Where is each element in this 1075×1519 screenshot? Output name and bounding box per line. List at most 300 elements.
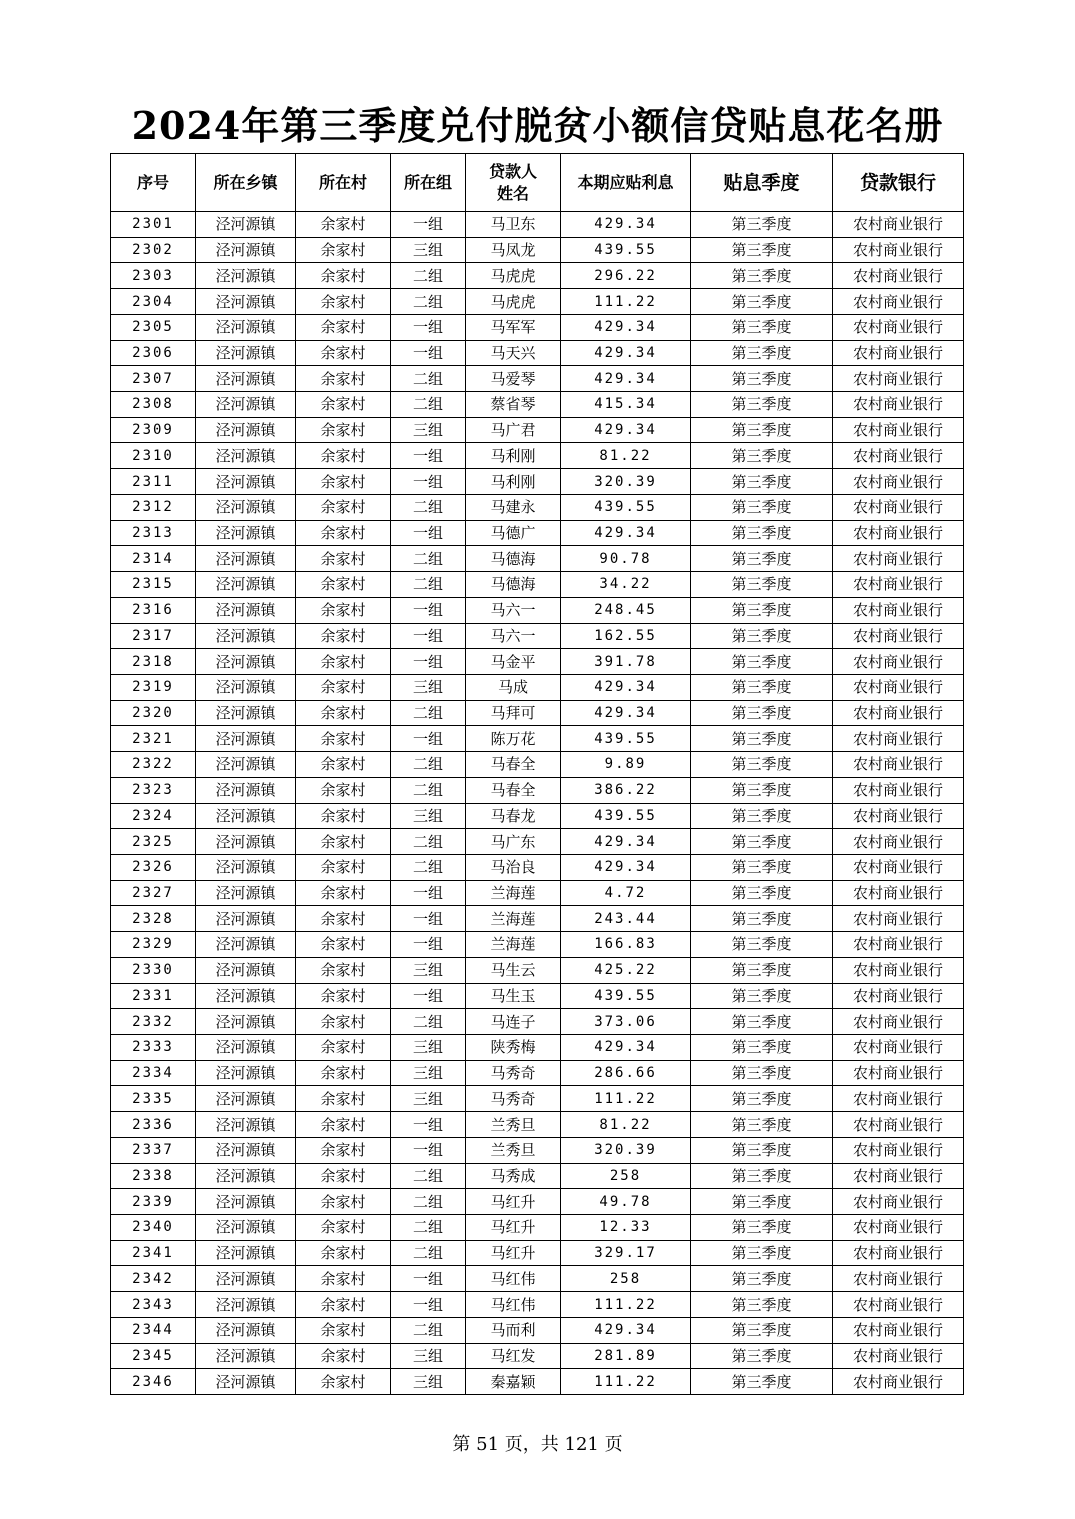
cell-quarter: 第三季度 <box>691 1266 833 1292</box>
cell-bank: 农村商业银行 <box>833 494 964 520</box>
cell-bank: 农村商业银行 <box>833 1215 964 1241</box>
cell-township: 泾河源镇 <box>196 906 296 932</box>
cell-interest: 111.22 <box>561 289 691 315</box>
cell-village: 余家村 <box>296 1266 391 1292</box>
cell-bank: 农村商业银行 <box>833 417 964 443</box>
cell-interest: 439.55 <box>561 726 691 752</box>
cell-borrower-name: 兰海莲 <box>466 906 561 932</box>
header-interest: 本期应贴利息 <box>561 154 691 212</box>
cell-village: 余家村 <box>296 263 391 289</box>
cell-interest: 429.34 <box>561 366 691 392</box>
cell-serial: 2333 <box>111 1035 196 1061</box>
cell-borrower-name: 马红升 <box>466 1215 561 1241</box>
cell-group: 二组 <box>391 700 466 726</box>
cell-interest: 429.34 <box>561 1035 691 1061</box>
cell-village: 余家村 <box>296 443 391 469</box>
cell-interest: 429.34 <box>561 854 691 880</box>
table-row <box>111 906 964 932</box>
cell-quarter: 第三季度 <box>691 1292 833 1318</box>
table-row <box>111 1317 964 1343</box>
cell-serial: 2308 <box>111 392 196 418</box>
cell-village: 余家村 <box>296 957 391 983</box>
cell-township: 泾河源镇 <box>196 1060 296 1086</box>
cell-quarter: 第三季度 <box>691 752 833 778</box>
table-row <box>111 314 964 340</box>
cell-serial: 2301 <box>111 212 196 238</box>
cell-group: 三组 <box>391 1086 466 1112</box>
cell-borrower-name: 马秀奇 <box>466 1060 561 1086</box>
cell-interest: 9.89 <box>561 752 691 778</box>
cell-borrower-name: 马红伟 <box>466 1292 561 1318</box>
cell-interest: 49.78 <box>561 1189 691 1215</box>
cell-borrower-name: 马秀奇 <box>466 1086 561 1112</box>
cell-village: 余家村 <box>296 1163 391 1189</box>
cell-serial: 2332 <box>111 1009 196 1035</box>
cell-serial: 2321 <box>111 726 196 752</box>
cell-bank: 农村商业银行 <box>833 932 964 958</box>
cell-borrower-name: 马虎虎 <box>466 289 561 315</box>
cell-serial: 2316 <box>111 597 196 623</box>
cell-quarter: 第三季度 <box>691 829 833 855</box>
cell-group: 一组 <box>391 597 466 623</box>
cell-township: 泾河源镇 <box>196 1009 296 1035</box>
cell-interest: 4.72 <box>561 880 691 906</box>
cell-quarter: 第三季度 <box>691 469 833 495</box>
cell-serial: 2338 <box>111 1163 196 1189</box>
cell-quarter: 第三季度 <box>691 1189 833 1215</box>
table-row <box>111 1215 964 1241</box>
table-row <box>111 700 964 726</box>
cell-serial: 2314 <box>111 546 196 572</box>
header-borrower-name: 贷款人姓名 <box>466 154 561 212</box>
cell-quarter: 第三季度 <box>691 520 833 546</box>
cell-interest: 286.66 <box>561 1060 691 1086</box>
cell-serial: 2302 <box>111 237 196 263</box>
cell-interest: 391.78 <box>561 649 691 675</box>
table-row <box>111 263 964 289</box>
cell-village: 余家村 <box>296 649 391 675</box>
cell-village: 余家村 <box>296 1369 391 1395</box>
cell-bank: 农村商业银行 <box>833 469 964 495</box>
cell-quarter: 第三季度 <box>691 1240 833 1266</box>
cell-township: 泾河源镇 <box>196 700 296 726</box>
table-row <box>111 546 964 572</box>
cell-village: 余家村 <box>296 314 391 340</box>
cell-borrower-name: 马红发 <box>466 1343 561 1369</box>
cell-quarter: 第三季度 <box>691 957 833 983</box>
table-row <box>111 520 964 546</box>
cell-bank: 农村商业银行 <box>833 1317 964 1343</box>
cell-bank: 农村商业银行 <box>833 597 964 623</box>
cell-quarter: 第三季度 <box>691 1112 833 1138</box>
cell-village: 余家村 <box>296 700 391 726</box>
cell-quarter: 第三季度 <box>691 803 833 829</box>
table-row <box>111 340 964 366</box>
cell-township: 泾河源镇 <box>196 443 296 469</box>
cell-borrower-name: 秦嘉颖 <box>466 1369 561 1395</box>
cell-quarter: 第三季度 <box>691 726 833 752</box>
cell-village: 余家村 <box>296 289 391 315</box>
header-row <box>111 154 964 212</box>
cell-interest: 425.22 <box>561 957 691 983</box>
cell-borrower-name: 马德海 <box>466 546 561 572</box>
cell-borrower-name: 马连子 <box>466 1009 561 1035</box>
cell-quarter: 第三季度 <box>691 1317 833 1343</box>
table-row <box>111 1060 964 1086</box>
cell-township: 泾河源镇 <box>196 880 296 906</box>
cell-quarter: 第三季度 <box>691 546 833 572</box>
cell-serial: 2318 <box>111 649 196 675</box>
cell-group: 一组 <box>391 880 466 906</box>
cell-township: 泾河源镇 <box>196 777 296 803</box>
cell-serial: 2329 <box>111 932 196 958</box>
cell-quarter: 第三季度 <box>691 417 833 443</box>
cell-quarter: 第三季度 <box>691 212 833 238</box>
cell-quarter: 第三季度 <box>691 494 833 520</box>
cell-village: 余家村 <box>296 777 391 803</box>
cell-group: 三组 <box>391 1035 466 1061</box>
cell-bank: 农村商业银行 <box>833 1292 964 1318</box>
cell-village: 余家村 <box>296 906 391 932</box>
cell-borrower-name: 兰秀旦 <box>466 1137 561 1163</box>
cell-village: 余家村 <box>296 752 391 778</box>
cell-serial: 2311 <box>111 469 196 495</box>
cell-township: 泾河源镇 <box>196 546 296 572</box>
cell-village: 余家村 <box>296 212 391 238</box>
cell-township: 泾河源镇 <box>196 649 296 675</box>
cell-bank: 农村商业银行 <box>833 777 964 803</box>
cell-township: 泾河源镇 <box>196 1240 296 1266</box>
cell-township: 泾河源镇 <box>196 1163 296 1189</box>
cell-village: 余家村 <box>296 1215 391 1241</box>
table-row <box>111 572 964 598</box>
table-row <box>111 957 964 983</box>
cell-village: 余家村 <box>296 1035 391 1061</box>
cell-borrower-name: 马金平 <box>466 649 561 675</box>
cell-serial: 2312 <box>111 494 196 520</box>
header-village: 所在村 <box>296 154 391 212</box>
cell-village: 余家村 <box>296 597 391 623</box>
table-row <box>111 494 964 520</box>
cell-group: 二组 <box>391 1189 466 1215</box>
cell-bank: 农村商业银行 <box>833 237 964 263</box>
cell-township: 泾河源镇 <box>196 340 296 366</box>
cell-interest: 81.22 <box>561 443 691 469</box>
cell-serial: 2313 <box>111 520 196 546</box>
cell-quarter: 第三季度 <box>691 289 833 315</box>
cell-group: 二组 <box>391 854 466 880</box>
cell-group: 一组 <box>391 212 466 238</box>
cell-group: 一组 <box>391 649 466 675</box>
cell-quarter: 第三季度 <box>691 880 833 906</box>
cell-group: 一组 <box>391 443 466 469</box>
table-row <box>111 623 964 649</box>
table-row <box>111 1035 964 1061</box>
cell-interest: 429.34 <box>561 829 691 855</box>
cell-group: 二组 <box>391 546 466 572</box>
cell-township: 泾河源镇 <box>196 1035 296 1061</box>
cell-serial: 2342 <box>111 1266 196 1292</box>
cell-bank: 农村商业银行 <box>833 1240 964 1266</box>
cell-interest: 429.34 <box>561 700 691 726</box>
cell-quarter: 第三季度 <box>691 932 833 958</box>
cell-serial: 2326 <box>111 854 196 880</box>
cell-group: 一组 <box>391 906 466 932</box>
cell-group: 三组 <box>391 1343 466 1369</box>
page-footer: 第 51 页，共 121 页 <box>452 1434 623 1455</box>
table-row <box>111 1086 964 1112</box>
cell-interest: 243.44 <box>561 906 691 932</box>
cell-interest: 81.22 <box>561 1112 691 1138</box>
cell-bank: 农村商业银行 <box>833 1137 964 1163</box>
cell-interest: 329.17 <box>561 1240 691 1266</box>
cell-township: 泾河源镇 <box>196 957 296 983</box>
cell-bank: 农村商业银行 <box>833 520 964 546</box>
cell-serial: 2340 <box>111 1215 196 1241</box>
cell-serial: 2322 <box>111 752 196 778</box>
cell-group: 三组 <box>391 417 466 443</box>
table-row <box>111 289 964 315</box>
cell-village: 余家村 <box>296 983 391 1009</box>
cell-township: 泾河源镇 <box>196 1086 296 1112</box>
cell-bank: 农村商业银行 <box>833 1163 964 1189</box>
cell-borrower-name: 马六一 <box>466 597 561 623</box>
table-row <box>111 1009 964 1035</box>
cell-village: 余家村 <box>296 932 391 958</box>
cell-township: 泾河源镇 <box>196 829 296 855</box>
cell-group: 三组 <box>391 803 466 829</box>
cell-quarter: 第三季度 <box>691 1137 833 1163</box>
cell-village: 余家村 <box>296 803 391 829</box>
header-quarter: 贴息季度 <box>691 154 833 212</box>
cell-borrower-name: 马春龙 <box>466 803 561 829</box>
cell-interest: 248.45 <box>561 597 691 623</box>
cell-village: 余家村 <box>296 1343 391 1369</box>
cell-group: 二组 <box>391 1009 466 1035</box>
cell-village: 余家村 <box>296 494 391 520</box>
cell-borrower-name: 马红升 <box>466 1240 561 1266</box>
cell-bank: 农村商业银行 <box>833 443 964 469</box>
table-row <box>111 237 964 263</box>
cell-borrower-name: 马生云 <box>466 957 561 983</box>
cell-quarter: 第三季度 <box>691 392 833 418</box>
cell-group: 二组 <box>391 1215 466 1241</box>
cell-group: 二组 <box>391 752 466 778</box>
cell-village: 余家村 <box>296 1112 391 1138</box>
table-row <box>111 726 964 752</box>
cell-serial: 2324 <box>111 803 196 829</box>
cell-borrower-name: 马拜可 <box>466 700 561 726</box>
cell-bank: 农村商业银行 <box>833 649 964 675</box>
table-row <box>111 777 964 803</box>
cell-township: 泾河源镇 <box>196 212 296 238</box>
cell-quarter: 第三季度 <box>691 1086 833 1112</box>
cell-village: 余家村 <box>296 674 391 700</box>
cell-bank: 农村商业银行 <box>833 854 964 880</box>
cell-serial: 2328 <box>111 906 196 932</box>
cell-interest: 320.39 <box>561 1137 691 1163</box>
table-row <box>111 983 964 1009</box>
cell-group: 一组 <box>391 469 466 495</box>
cell-township: 泾河源镇 <box>196 1317 296 1343</box>
cell-group: 二组 <box>391 572 466 598</box>
cell-interest: 429.34 <box>561 417 691 443</box>
cell-township: 泾河源镇 <box>196 623 296 649</box>
cell-borrower-name: 马而利 <box>466 1317 561 1343</box>
cell-borrower-name: 马虎虎 <box>466 263 561 289</box>
cell-group: 二组 <box>391 263 466 289</box>
cell-interest: 429.34 <box>561 674 691 700</box>
header-township: 所在乡镇 <box>196 154 296 212</box>
cell-quarter: 第三季度 <box>691 1343 833 1369</box>
header-serial: 序号 <box>111 154 196 212</box>
cell-interest: 429.34 <box>561 1317 691 1343</box>
cell-group: 二组 <box>391 1163 466 1189</box>
cell-interest: 34.22 <box>561 572 691 598</box>
cell-group: 二组 <box>391 1240 466 1266</box>
cell-township: 泾河源镇 <box>196 1266 296 1292</box>
table-row <box>111 417 964 443</box>
cell-quarter: 第三季度 <box>691 700 833 726</box>
cell-township: 泾河源镇 <box>196 494 296 520</box>
cell-group: 一组 <box>391 932 466 958</box>
cell-interest: 439.55 <box>561 803 691 829</box>
cell-interest: 320.39 <box>561 469 691 495</box>
cell-interest: 162.55 <box>561 623 691 649</box>
cell-serial: 2343 <box>111 1292 196 1318</box>
cell-serial: 2336 <box>111 1112 196 1138</box>
cell-interest: 373.06 <box>561 1009 691 1035</box>
cell-village: 余家村 <box>296 1060 391 1086</box>
cell-group: 一组 <box>391 1266 466 1292</box>
cell-group: 一组 <box>391 314 466 340</box>
cell-village: 余家村 <box>296 1137 391 1163</box>
cell-quarter: 第三季度 <box>691 1163 833 1189</box>
cell-bank: 农村商业银行 <box>833 623 964 649</box>
cell-borrower-name: 马天兴 <box>466 340 561 366</box>
cell-village: 余家村 <box>296 572 391 598</box>
cell-borrower-name: 马爱琴 <box>466 366 561 392</box>
cell-village: 余家村 <box>296 880 391 906</box>
cell-interest: 111.22 <box>561 1369 691 1395</box>
table-row <box>111 1163 964 1189</box>
cell-quarter: 第三季度 <box>691 1369 833 1395</box>
cell-borrower-name: 陈万花 <box>466 726 561 752</box>
table-row <box>111 366 964 392</box>
cell-bank: 农村商业银行 <box>833 1086 964 1112</box>
table-row <box>111 597 964 623</box>
cell-borrower-name: 兰秀旦 <box>466 1112 561 1138</box>
cell-quarter: 第三季度 <box>691 1215 833 1241</box>
cell-interest: 281.89 <box>561 1343 691 1369</box>
cell-village: 余家村 <box>296 1292 391 1318</box>
cell-borrower-name: 马建永 <box>466 494 561 520</box>
cell-bank: 农村商业银行 <box>833 340 964 366</box>
cell-township: 泾河源镇 <box>196 520 296 546</box>
cell-group: 一组 <box>391 520 466 546</box>
table-row <box>111 469 964 495</box>
cell-quarter: 第三季度 <box>691 649 833 675</box>
cell-serial: 2345 <box>111 1343 196 1369</box>
table-row <box>111 674 964 700</box>
cell-village: 余家村 <box>296 829 391 855</box>
cell-village: 余家村 <box>296 366 391 392</box>
cell-bank: 农村商业银行 <box>833 212 964 238</box>
cell-borrower-name: 马利刚 <box>466 469 561 495</box>
cell-interest: 439.55 <box>561 237 691 263</box>
table-row <box>111 392 964 418</box>
cell-bank: 农村商业银行 <box>833 957 964 983</box>
cell-village: 余家村 <box>296 237 391 263</box>
cell-interest: 111.22 <box>561 1292 691 1318</box>
cell-bank: 农村商业银行 <box>833 572 964 598</box>
cell-serial: 2337 <box>111 1137 196 1163</box>
cell-borrower-name: 蔡省琴 <box>466 392 561 418</box>
cell-group: 一组 <box>391 983 466 1009</box>
cell-township: 泾河源镇 <box>196 803 296 829</box>
cell-borrower-name: 马治良 <box>466 854 561 880</box>
cell-quarter: 第三季度 <box>691 597 833 623</box>
cell-serial: 2319 <box>111 674 196 700</box>
cell-serial: 2317 <box>111 623 196 649</box>
cell-borrower-name: 马成 <box>466 674 561 700</box>
cell-bank: 农村商业银行 <box>833 1112 964 1138</box>
cell-borrower-name: 马广君 <box>466 417 561 443</box>
cell-serial: 2339 <box>111 1189 196 1215</box>
table-row <box>111 1240 964 1266</box>
cell-group: 三组 <box>391 1060 466 1086</box>
cell-borrower-name: 马秀成 <box>466 1163 561 1189</box>
cell-township: 泾河源镇 <box>196 983 296 1009</box>
cell-group: 一组 <box>391 623 466 649</box>
cell-quarter: 第三季度 <box>691 443 833 469</box>
cell-quarter: 第三季度 <box>691 263 833 289</box>
cell-borrower-name: 马红升 <box>466 1189 561 1215</box>
cell-interest: 166.83 <box>561 932 691 958</box>
cell-borrower-name: 马卫东 <box>466 212 561 238</box>
cell-quarter: 第三季度 <box>691 366 833 392</box>
cell-township: 泾河源镇 <box>196 854 296 880</box>
cell-township: 泾河源镇 <box>196 597 296 623</box>
cell-bank: 农村商业银行 <box>833 983 964 1009</box>
table-row <box>111 1292 964 1318</box>
table-row <box>111 1137 964 1163</box>
table-row <box>111 1189 964 1215</box>
cell-group: 一组 <box>391 340 466 366</box>
cell-interest: 386.22 <box>561 777 691 803</box>
cell-quarter: 第三季度 <box>691 340 833 366</box>
cell-village: 余家村 <box>296 726 391 752</box>
cell-group: 一组 <box>391 1112 466 1138</box>
cell-serial: 2307 <box>111 366 196 392</box>
cell-bank: 农村商业银行 <box>833 726 964 752</box>
cell-bank: 农村商业银行 <box>833 546 964 572</box>
cell-interest: 258 <box>561 1266 691 1292</box>
cell-village: 余家村 <box>296 1086 391 1112</box>
cell-group: 二组 <box>391 289 466 315</box>
cell-interest: 439.55 <box>561 494 691 520</box>
cell-village: 余家村 <box>296 1009 391 1035</box>
table-row <box>111 212 964 238</box>
cell-group: 二组 <box>391 366 466 392</box>
cell-quarter: 第三季度 <box>691 674 833 700</box>
cell-township: 泾河源镇 <box>196 1369 296 1395</box>
cell-township: 泾河源镇 <box>196 1112 296 1138</box>
cell-borrower-name: 马春全 <box>466 777 561 803</box>
cell-quarter: 第三季度 <box>691 906 833 932</box>
cell-township: 泾河源镇 <box>196 572 296 598</box>
cell-village: 余家村 <box>296 1189 391 1215</box>
